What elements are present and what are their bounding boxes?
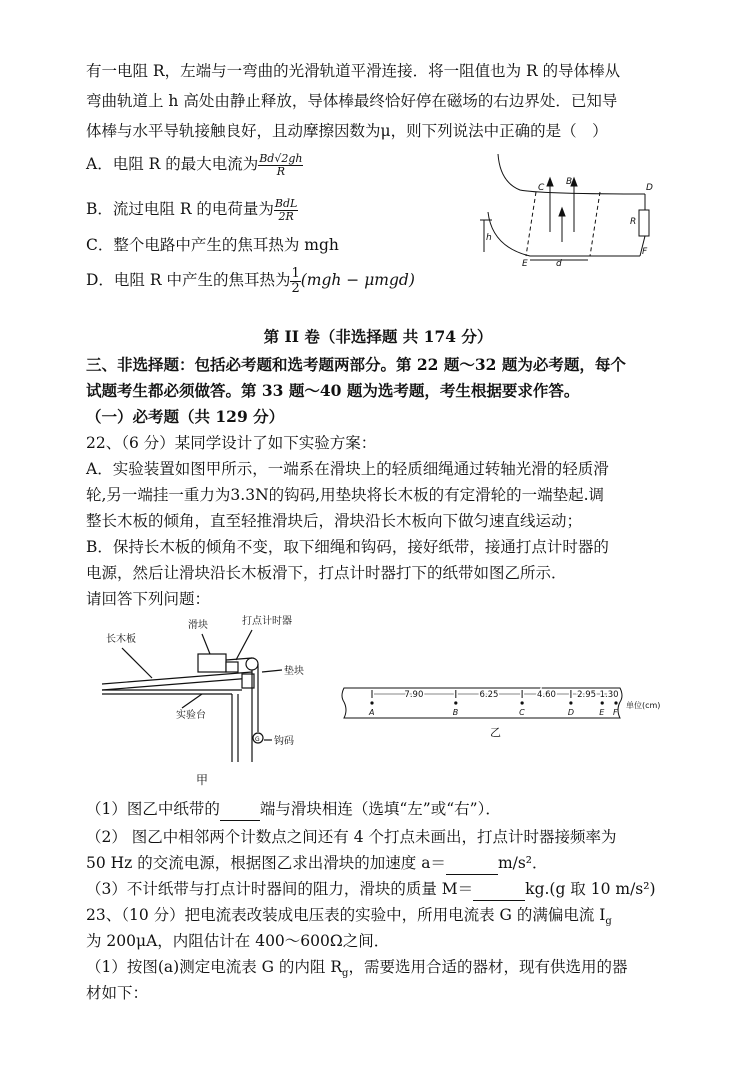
option-b-fraction: [274, 198, 298, 223]
tape-point: [569, 701, 572, 704]
option-a-fraction: [258, 153, 303, 178]
apparatus-figure: [92, 612, 332, 790]
label-c: C: [538, 183, 545, 193]
tape-point: [601, 701, 604, 704]
q22-part-2-line-1: （2） 图乙中相邻两个计数点之间还有 4 个打点未画出，打点计时器接频率为: [86, 828, 617, 846]
q23-line-4: 材如下：: [86, 984, 149, 1002]
q22-part-3: [86, 878, 656, 901]
intro-line-2: 弯曲轨道上 h 高处由静止释放，导体棒最终恰好停在磁场的右边界处．已知导: [86, 92, 618, 110]
field-arrowhead: [559, 208, 565, 216]
q23-line-3-tail: ，需要选用合适的器材，现有供选用的器: [348, 958, 628, 976]
option-d: [86, 266, 415, 296]
option-a-text: A．电阻 R 的最大电流为: [86, 155, 259, 173]
tape-segment-label: 6.25: [479, 690, 499, 700]
rail-field-figure: [470, 152, 670, 270]
label-slider: 滑块: [188, 620, 208, 631]
caption-jia: 甲: [196, 773, 209, 787]
q22-a-line-1: A．实验装置如图甲所示，一端系在滑块上的轻质细绳通过转轴光滑的轻质滑: [86, 460, 609, 478]
field-left-boundary: [526, 192, 536, 256]
tape-point: [454, 701, 457, 704]
caption-yi: 乙: [490, 726, 501, 739]
tape-point: [370, 701, 373, 704]
q22-b-line-2: 电源，然后让滑块沿长木板滑下，打点计时器打下的纸带如图乙所示．: [86, 564, 567, 582]
section-subtitle: （一）必考题（共 129 分）: [86, 407, 285, 426]
option-a-numerator: Bd√2gh: [259, 151, 303, 165]
upper-rail: [498, 154, 645, 194]
q22-head: 22、（6 分）某同学设计了如下实验方案：: [86, 434, 377, 452]
tape-segment-label: 2.95: [577, 690, 597, 700]
option-b-numerator: BdL: [274, 196, 298, 210]
answer-blank-mass[interactable]: [473, 878, 525, 901]
q22-a-line-3: 整长木板的倾角，直至轻推滑块后，滑块沿长木板向下做匀速直线运动；: [86, 512, 583, 530]
q22-ask: 请回答下列问题：: [86, 590, 211, 608]
field-right-boundary: [590, 192, 600, 256]
option-b-denominator: 2R: [278, 209, 294, 223]
q22-part-3-text: （3）不计纸带与打点计时器间的阻力，滑块的质量 M＝: [86, 880, 474, 898]
q23-line-2: 为 200μA，内阻估计在 400～600Ω之间．: [86, 932, 390, 950]
option-d-fraction: [290, 267, 300, 296]
q23-line-1: [86, 904, 612, 933]
tape-point-label: E: [599, 708, 605, 717]
label-pad: 垫块: [284, 666, 304, 677]
intro-line-1: 有一电阻 R，左端与一弯曲的光滑轨道平滑连接．将一阻值也为 R 的导体棒从: [86, 62, 621, 80]
table-pointer: [182, 694, 202, 708]
label-h: h: [486, 233, 492, 243]
q22-part-2-text: 50 Hz 的交流电源，根据图乙求出滑块的加速度 a＝: [86, 854, 446, 872]
option-b-text: B．流过电阻 R 的电荷量为: [86, 200, 274, 218]
timer-box: [226, 662, 238, 672]
tape-point-label: F: [613, 708, 618, 717]
q22-part-1: [86, 798, 501, 821]
section-title: 第 II 卷（非选择题 共 174 分）: [263, 327, 493, 346]
option-d-numerator: 1: [291, 265, 300, 281]
q22-part-1-tail: 端与滑块相连（选填“左”或“右”）．: [259, 800, 501, 818]
resistor-symbol: [639, 210, 649, 236]
q23-line-3-sub: g: [342, 968, 349, 980]
option-a: [86, 150, 303, 178]
lower-rail: [488, 212, 640, 256]
option-a-denominator: R: [276, 164, 285, 178]
label-timer: 打点计时器: [242, 616, 292, 627]
tape-point-label: D: [567, 708, 575, 717]
option-d-tail: (mgh − μmgd): [300, 271, 415, 289]
q22-part-3-tail: kg.(g 取 10 m/s²): [525, 880, 656, 898]
option-d-denominator: 2: [291, 280, 300, 296]
field-arrowhead: [547, 178, 553, 186]
answer-blank-acceleration[interactable]: [446, 852, 498, 875]
q22-part-1-text: （1）图乙中纸带的: [86, 800, 220, 818]
answer-blank-end[interactable]: [220, 798, 260, 821]
label-f: F: [642, 247, 648, 257]
label-r: R: [630, 217, 637, 227]
label-weight: 钩码: [274, 736, 294, 747]
tape-figure: [340, 684, 670, 740]
section-line-1: 三、非选择题：包括必考题和选考题两部分。第 22 题～32 题为必考题，每个: [86, 355, 626, 374]
timer-pointer: [236, 630, 252, 660]
q22-part-2-line-2: [86, 852, 548, 875]
q23-line-1-sub: g: [605, 916, 612, 928]
q22-a-line-2: 轮,另一端挂一重力为3.3N的钩码,用垫块将长木板的有定滑轮的一端垫起.调: [86, 486, 604, 504]
option-c: C．整个电路中产生的焦耳热为 mgh: [86, 236, 339, 254]
section-line-2: 试题考生都必须做答。第 33 题～40 题为选考题，考生根据要求作答。: [86, 381, 580, 400]
q23-line-3: [86, 956, 627, 985]
q22-b-line-1: B．保持长木板的倾角不变，取下细绳和钩码，接好纸带，接通打点计时器的: [86, 538, 609, 556]
tape-segment-label: 1.30: [599, 690, 619, 700]
label-e: E: [522, 259, 528, 269]
tape-unit: 单位(cm): [626, 701, 661, 710]
pulley: [246, 658, 258, 670]
slider-pointer: [202, 634, 210, 654]
tape-segment-label: 4.60: [537, 690, 556, 700]
label-board: 长木板: [106, 634, 136, 645]
q22-part-2-unit: m/s²．: [497, 854, 548, 872]
intro-line-3: 体棒与水平导轨接触良好，且动摩擦因数为μ，则下列说法中正确的是（ ）: [86, 122, 608, 140]
label-b: B: [566, 177, 573, 187]
option-b: [86, 195, 298, 223]
tape-segment-label: 7.90: [404, 690, 424, 700]
option-d-text: D．电阻 R 中产生的焦耳热为: [86, 271, 291, 289]
q23-line-3-text: （1）按图(a)测定电流表 G 的内阻 R: [86, 958, 343, 976]
tape-point-label: C: [519, 708, 525, 717]
tape-point-label: B: [452, 708, 459, 717]
label-d: D: [646, 183, 653, 193]
board-top: [102, 672, 252, 684]
label-table: 实验台: [176, 710, 206, 721]
label-weight-letter: G: [255, 736, 260, 743]
board-pointer: [122, 648, 152, 678]
pad-pointer: [262, 670, 282, 672]
tape-point: [614, 701, 617, 704]
q23-line-1-text: 23、（10 分）把电流表改装成电压表的实验中，所用电流表 G 的满偏电流 I: [86, 906, 606, 924]
slider-block: [198, 654, 226, 672]
label-d-distance: d: [556, 259, 562, 269]
board-bottom: [102, 678, 252, 690]
tape-point-label: A: [369, 708, 375, 717]
tape-point: [521, 701, 524, 704]
